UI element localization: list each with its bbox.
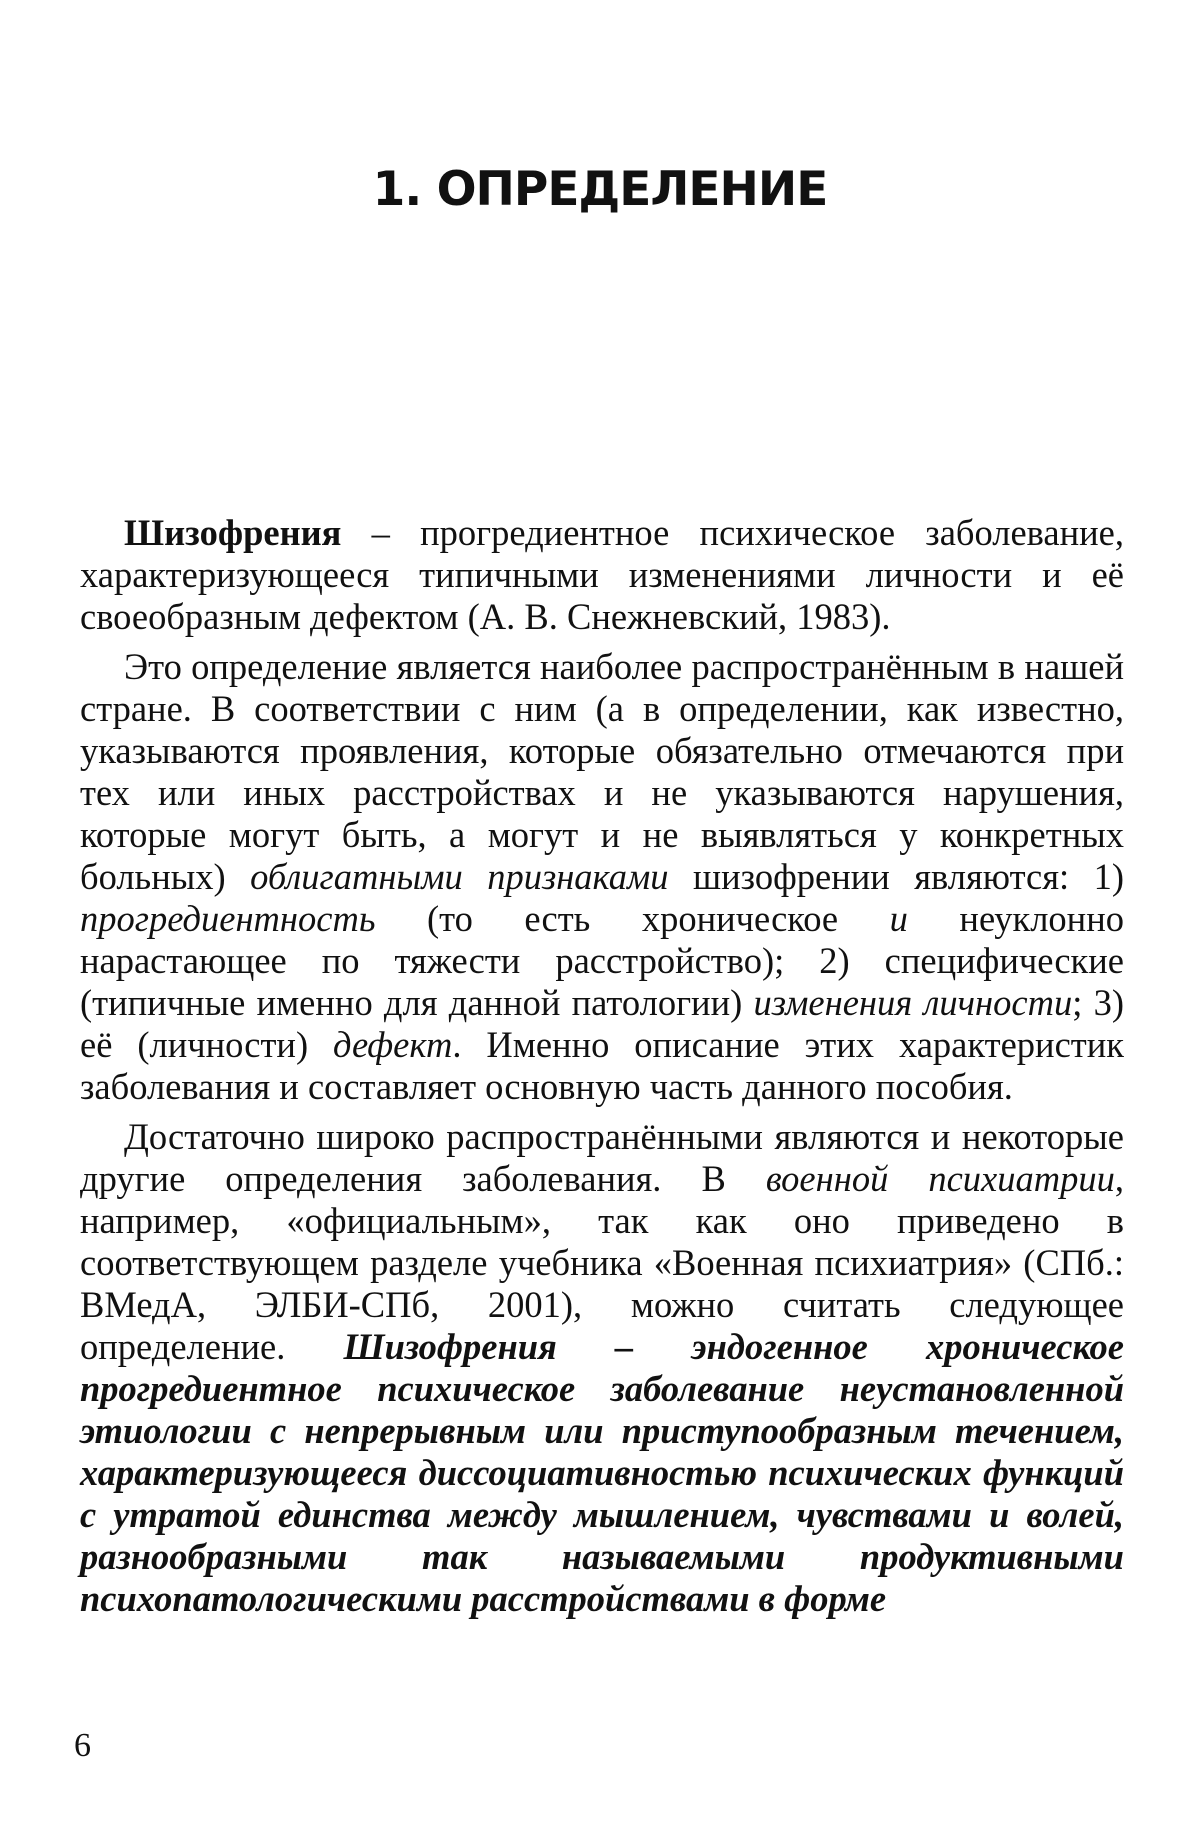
text-run: (то есть хроническое bbox=[375, 898, 890, 939]
paragraph-obligate-signs bbox=[80, 646, 1124, 1108]
emphasis: военной психиатрии bbox=[765, 1158, 1115, 1199]
text-run: неуклонно нарастающее по тяжести расстройство); 2) специфические (типичные именно для данной патологии) bbox=[80, 898, 1124, 1023]
text-run: Достаточно широко распространёнными являются и некоторые другие определения заболевания. В bbox=[80, 1116, 1124, 1199]
text-run: , например, «официальным», так как оно приведено в соответствующем разделе учебника «Военная психиатрия» (СПб.: ВМедА, ЭЛБИ-СПб, 2001), можно считать следующее определение. bbox=[80, 1158, 1124, 1367]
text-run: шизофрении являются: 1) bbox=[668, 856, 1124, 897]
defined-term: Шизофрения bbox=[124, 512, 342, 553]
emphasis: изменения личности bbox=[753, 982, 1073, 1023]
body-text bbox=[80, 512, 1124, 1628]
emphasis: прогредиентность bbox=[80, 898, 376, 939]
text-run: Это определение является наиболее распространённым в нашей стране. В соответствии с ним (а в определении, как известно, указываются проявления, которые обязательно отмечаются при тех или иных расстройствах и не указываются нарушения, которые могут быть, а могут и не выявляться у конкретных больных) bbox=[80, 646, 1124, 897]
page-number: 6 bbox=[74, 1727, 91, 1764]
definition-text: – прогредиентное психическое заболевание, характеризующееся типичными изменениями личности и её своеобразным дефектом (А. В. Снежневский, 1983). bbox=[80, 512, 1124, 637]
paragraph-military-definition bbox=[80, 1116, 1124, 1620]
emphasis: облигатными признаками bbox=[250, 856, 669, 897]
chapter-title: 1. ОПРЕДЕЛЕНИЕ bbox=[372, 162, 828, 217]
paragraph-definition bbox=[80, 512, 1124, 638]
military-definition-quote: Шизофрения – эндогенное хроническое прогредиентное психическое заболевание неустановленной этиологии с непрерывным или приступообразным течением, характеризующееся диссоциативностью психических функций с утратой единства между мышлением, чувствами и волей, разнообразными так называемыми продуктивными психопатологическими расстройствами в форме bbox=[80, 1326, 1124, 1619]
text-run: ; 3) её (личности) bbox=[80, 982, 1124, 1065]
emphasis: и bbox=[889, 898, 908, 939]
text-run: . Именно описание этих характеристик заболевания и составляет основную часть данного пособия. bbox=[80, 1024, 1124, 1107]
emphasis: дефект bbox=[333, 1024, 453, 1065]
